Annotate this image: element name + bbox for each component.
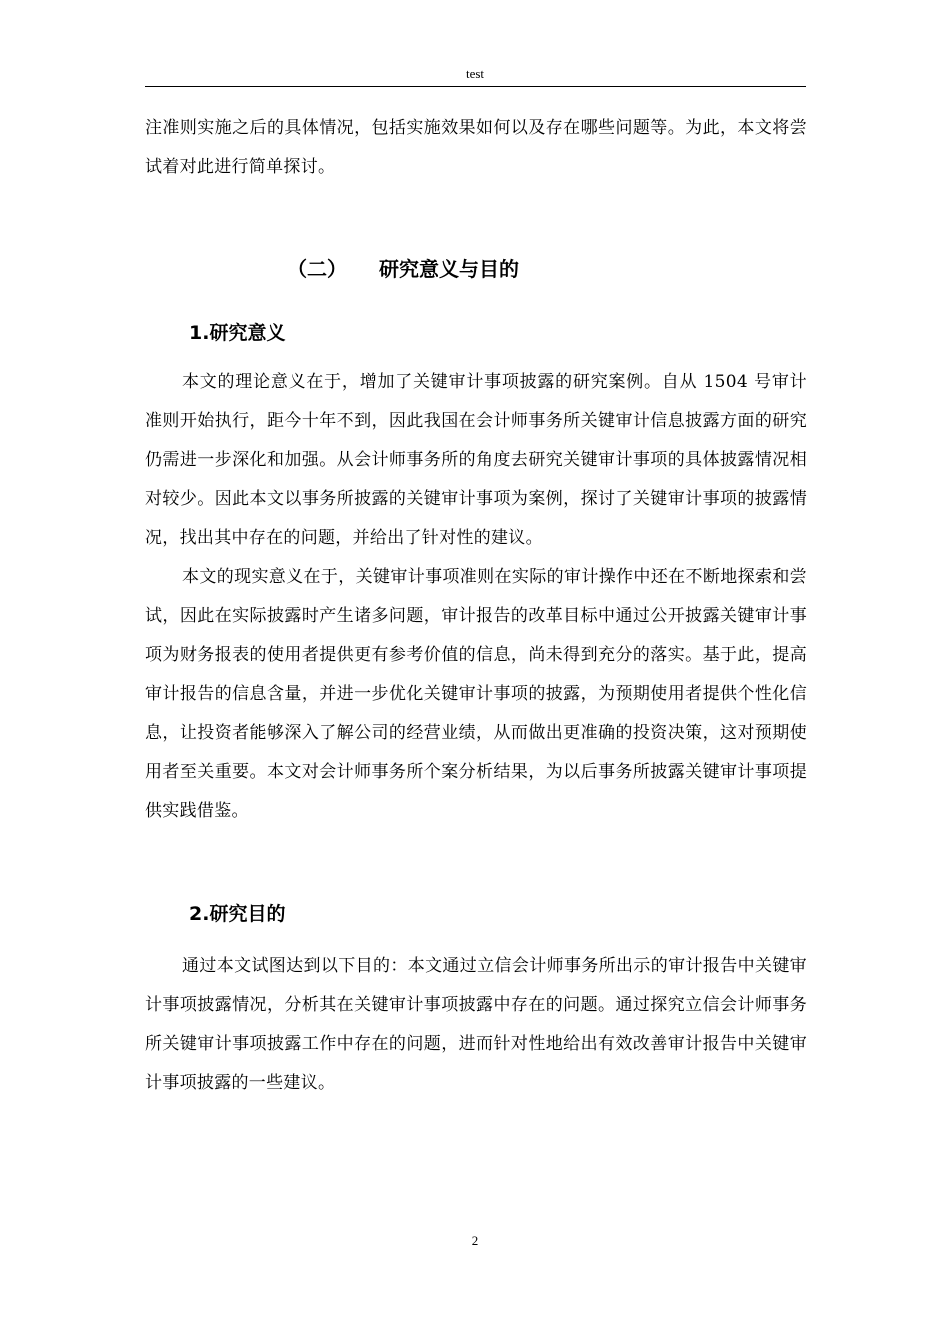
purpose-heading: 2.研究目的 xyxy=(189,903,286,925)
significance-block xyxy=(145,363,807,831)
section-number: （二） xyxy=(287,257,347,281)
header-divider xyxy=(145,86,806,87)
intro-paragraph: 注准则实施之后的具体情况，包括实施效果如何以及存在哪些问题等。为此，本文将尝试着对此进行简单探讨。 xyxy=(145,118,807,177)
practical-significance-paragraph: 本文的现实意义在于，关键审计事项准则在实际的审计操作中还在不断地探索和尝试，因此在实际披露时产生诸多问题，审计报告的改革目标中通过公开披露关键审计事项为财务报表的使用者提供更有参考价值的信息，尚未得到充分的落实。基于此，提高审计报告的信息含量，并进一步优化关键审计事项的披露，为预期使用者提供个性化信息，让投资者能够深入了解公司的经营业绩，从而做出更准确的投资决策，这对预期使用者至关重要。本文对会计师事务所个案分析结果，为以后事务所披露关键审计事项提供实践借鉴。 xyxy=(145,567,807,821)
section-title: 研究意义与目的 xyxy=(379,257,519,281)
purpose-block xyxy=(145,947,807,1103)
theoretical-significance-paragraph: 本文的理论意义在于，增加了关键审计事项披露的研究案例。自从 1504 号审计准则开始执行，距今十年不到，因此我国在会计师事务所关键审计信息披露方面的研究仍需进一步深化和加强。从会计师事务所的角度去研究关键审计事项的具体披露情况相对较少。因此本文以事务所披露的关键审计事项为案例，探讨了关键审计事项的披露情况，找出其中存在的问题，并给出了针对性的建议。 xyxy=(145,372,807,548)
purpose-paragraph: 通过本文试图达到以下目的：本文通过立信会计师事务所出示的审计报告中关键审计事项披露情况，分析其在关键审计事项披露中存在的问题。通过探究立信会计师事务所关键审计事项披露工作中存在的问题，进而针对性地给出有效改善审计报告中关键审计事项披露的一些建议。 xyxy=(145,956,807,1093)
page-number: 2 xyxy=(471,1233,479,1248)
intro-block xyxy=(145,109,807,187)
significance-heading: 1.研究意义 xyxy=(189,322,286,344)
page-header: test xyxy=(465,66,485,81)
